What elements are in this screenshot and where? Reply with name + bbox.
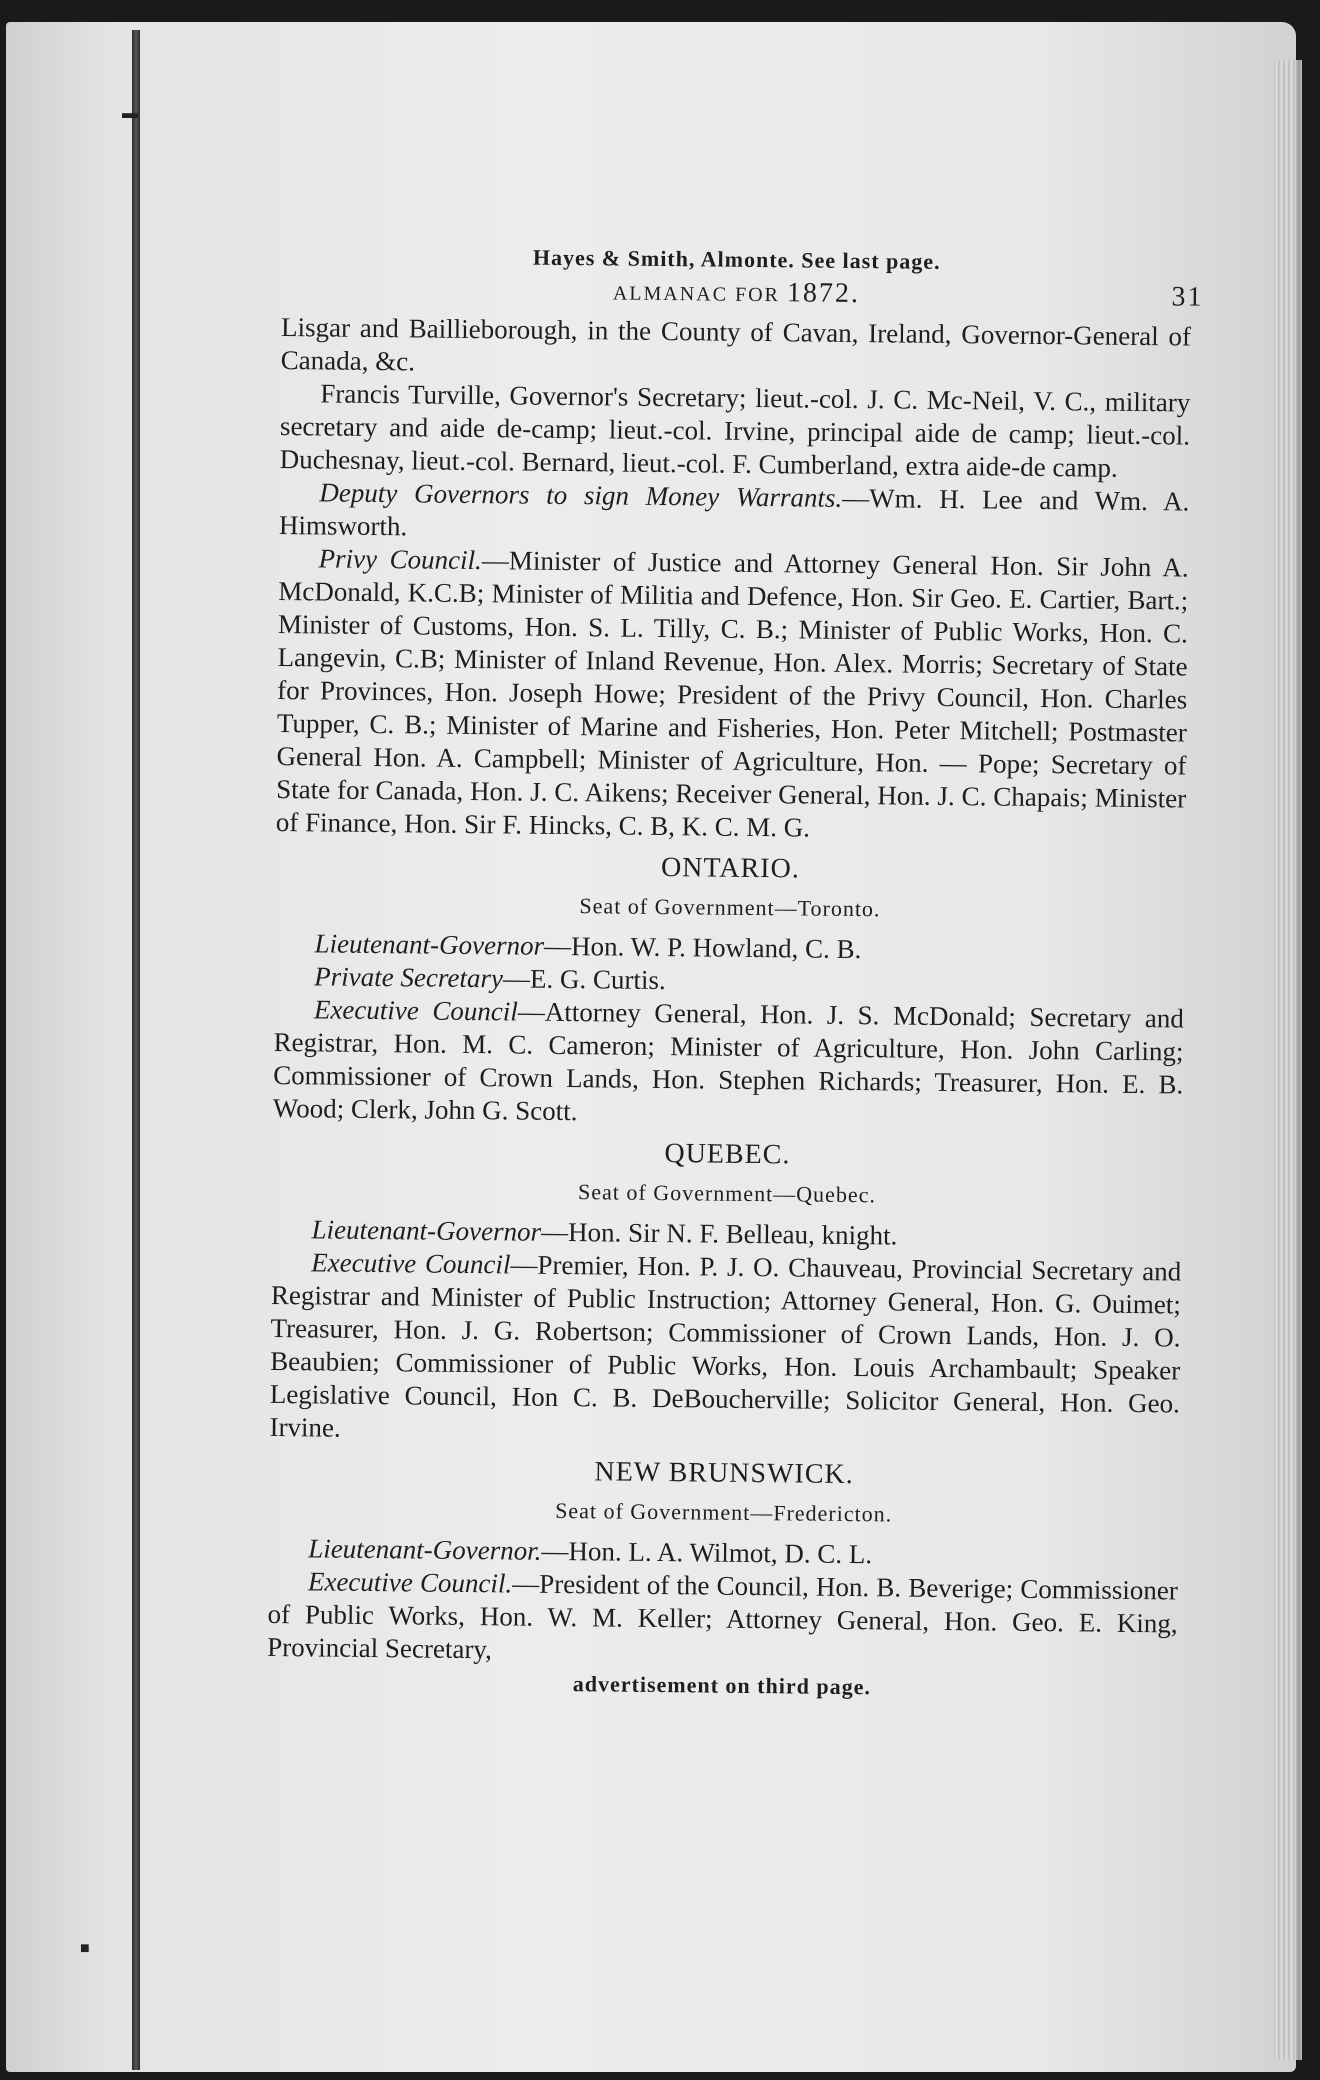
page-number: 31 [1171,281,1204,313]
section-quebec-title: QUEBEC. [664,1138,791,1171]
binding-mark-top: ▬ [122,105,138,122]
binding-gutter [132,30,140,2070]
ontario-lg-text: —Hon. W. P. Howland, C. B. [543,930,862,965]
advert-footer: advertisement on third page. [572,1671,872,1700]
ontario-ps-label: Private Secretary [314,961,504,994]
deputy-label: Deputy Governors to sign Money Warrants. [319,477,843,513]
nb-executive-council [267,1565,1178,1674]
paragraph-staff: Francis Turville, Governor's Secretary; lieut.-col. J. C. Mc-Neil, V. C., military secretary and aide de-camp; lieut.-col. Irvine, principal aide de camp; lieut.-col. Duchesnay, lieut.-col. Bernard, lieut.-col. F. Cumberland, extra aide-de camp. [279,378,1191,483]
page-edges [1274,60,1302,2060]
ontario-executive-council [273,993,1184,1135]
privy-text: —Minister of Justice and Attorney General Hon. Sir John A. McDonald, K.C.B; Minister of Militia and Defence, Hon. Sir Geo. E. Cartier, Bart.; Minister of Customs, Hon. S. L. Tilly, C. B.; Minister of Public Works, Hon. C. Langevin, C.B; Minister of Inland Revenue, Hon. Alex. Morris; Secretary of State for Provinces, Hon. Joseph Howe; President of the Privy Council, Hon. Charles Tupper, C. B.; Minister of Marine and Fisheries, Hon. Peter Mitchell; Postmaster General Hon. A. Campbell; Minister of Agriculture, Hon. — Pope; Secretary of State for Canada, Hon. J. C. Aikens; Receiver General, Hon. J. C. Chapais; Minister of Finance, Hon. Sir F. Hincks, C. B, K. C. M. G. [275,545,1189,843]
section-new-brunswick-title: NEW BRUNSWICK. [594,1456,854,1491]
paragraph-deputy [279,476,1190,552]
quebec-ec-label: Executive Council [311,1247,511,1280]
section-quebec-seat: Seat of Government—Quebec. [577,1179,877,1208]
section-ontario-title: ONTARIO. [660,852,800,885]
section-ontario-seat: Seat of Government—Toronto. [579,893,881,922]
almanac-label: ALMANAC FOR [612,282,781,307]
binding-mark-bottom: ■ [80,1940,90,1957]
almanac-year: 1872. [786,277,861,310]
nb-lg-label: Lieutenant-Governor. [308,1533,542,1566]
paragraph-privy-council [276,542,1189,849]
nb-ec-label: Executive Council. [307,1566,513,1599]
paragraph-title: Lisgar and Baillieborough, in the County of Cavan, Ireland, Governor-General of Canada, &c. [280,311,1192,377]
ontario-ec-text: —Attorney General, Hon. J. S. McDonald; Secretary and Registrar, Hon. M. C. Cameron; Minister of Agriculture, Hon. John Carling; Commissioner of Crown Lands, Hon. Stephen Richards; Treasurer, Hon. E. B. Wood; Clerk, John G. Scott. [272,996,1185,1127]
page-text [267,238,1204,1706]
section-new-brunswick-seat: Seat of Government—Fredericton. [555,1497,893,1527]
quebec-executive-council [269,1246,1181,1454]
advert-header: Hayes & Smith, Almonte. See last page. [532,244,941,274]
nb-lg-text: —Hon. L. A. Wilmot, D. C. L. [541,1535,873,1570]
deputy-text: —Wm. H. Lee and Wm. A. Himsworth. [278,482,1190,542]
ontario-ec-label: Executive Council [313,994,519,1027]
quebec-lg-text: —Hon. Sir N. F. Belleau, knight. [540,1216,898,1251]
nb-ec-text: —President of the Council, Hon. B. Beverige; Commissioner of Public Works, Hon. W. M. Keller; Attorney General, Hon. Geo. E. King, Provincial Secretary, [267,1568,1179,1665]
quebec-lg-label: Lieutenant-Governor [311,1214,542,1247]
privy-label: Privy Council. [318,543,483,576]
ontario-ps-text: —E. G. Curtis. [502,963,666,996]
ontario-lg-label: Lieutenant-Governor [314,928,545,961]
quebec-ec-text: —Premier, Hon. P. J. O. Chauveau, Provincial Secretary and Registrar and Minister of Public Instruction; Attorney General, Hon. G. Ouimet; Treasurer, Hon. J. G. Robertson; Commissioner of Crown Lands, Hon. J. O. Beaubien; Commissioner of Public Works, Hon. Louis Archambault; Speaker Legislative Council, Hon C. B. DeBoucherville; Solicitor General, Hon. Geo. Irvine. [269,1249,1182,1443]
